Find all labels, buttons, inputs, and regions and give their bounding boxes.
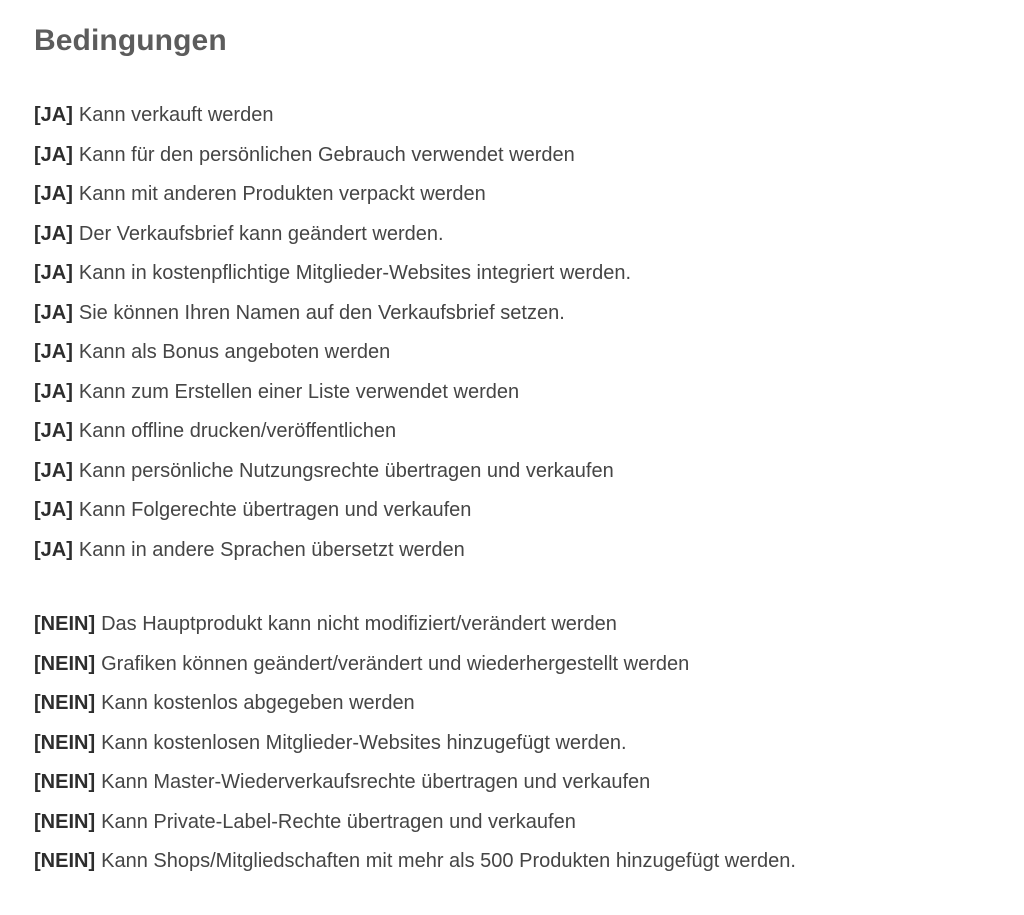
term-status-tag: [JA] [34,538,73,561]
term-status-tag: [JA] [34,222,73,245]
term-status-tag: [NEIN] [34,771,96,793]
term-label: Kann zum Erstellen einer Liste verwendet werden [78,380,520,403]
term-label: Kann Shops/Mitgliedschaften mit mehr als 500 Produkten hinzugefügt werden. [101,850,796,872]
term-label: Kann als Bonus angeboten werden [78,341,391,363]
allowed-term-row [34,491,994,531]
allowed-terms-list [34,96,994,570]
allowed-term-row [34,175,994,215]
denied-terms-list [34,605,994,882]
denied-term-row [34,684,994,724]
term-label: Das Hauptprodukt kann nicht modifiziert/verändert werden [101,613,617,635]
term-status-tag: [JA] [34,104,73,126]
denied-term-row [34,803,994,843]
term-status-tag: [JA] [34,499,73,521]
term-status-tag: [JA] [34,183,73,205]
term-status-tag: [JA] [34,380,73,403]
term-label: Kann verkauft werden [78,104,274,126]
term-label: Der Verkaufsbrief kann geändert werden. [78,222,444,245]
term-label: Kann offline drucken/veröffentlichen [78,420,397,442]
term-label: Grafiken können geändert/verändert und wiederhergestellt werden [101,652,690,675]
term-label: Kann in kostenpflichtige Mitglieder-Websites integriert werden. [78,262,632,284]
allowed-term-row [34,531,994,571]
term-status-tag: [NEIN] [34,810,96,833]
allowed-term-row [34,452,994,492]
term-status-tag: [JA] [34,262,73,284]
term-status-tag: [NEIN] [34,731,96,754]
denied-term-row [34,842,994,882]
term-label: Kann für den persönlichen Gebrauch verwendet werden [78,143,575,166]
term-status-tag: [JA] [34,420,73,442]
allowed-term-row [34,412,994,452]
allowed-term-row [34,294,994,334]
term-label: Kann Folgerechte übertragen und verkaufen [78,499,472,521]
allowed-term-row [34,215,994,255]
allowed-term-row [34,373,994,413]
term-label: Kann mit anderen Produkten verpackt werden [78,183,486,205]
allowed-term-row [34,96,994,136]
denied-term-row [34,724,994,764]
denied-term-row [34,645,994,685]
term-status-tag: [JA] [34,143,73,166]
term-label: Kann kostenlosen Mitglieder-Websites hinzugefügt werden. [101,731,627,754]
term-status-tag: [JA] [34,341,73,363]
term-status-tag: [NEIN] [34,692,96,714]
term-label: Kann persönliche Nutzungsrechte übertragen und verkaufen [78,459,614,482]
term-status-tag: [NEIN] [34,652,96,675]
term-label: Kann kostenlos abgegeben werden [101,692,415,714]
term-status-tag: [NEIN] [34,850,96,872]
term-label: Kann Private-Label-Rechte übertragen und verkaufen [101,810,576,833]
denied-term-row [34,605,994,645]
allowed-term-row [34,333,994,373]
term-status-tag: [JA] [34,301,73,324]
allowed-term-row [34,136,994,176]
denied-term-row [34,763,994,803]
term-label: Kann Master-Wiederverkaufsrechte übertragen und verkaufen [101,771,651,793]
page-title: Bedingungen [34,24,227,57]
term-status-tag: [NEIN] [34,613,96,635]
term-label: Sie können Ihren Namen auf den Verkaufsbrief setzen. [78,301,565,324]
term-label: Kann in andere Sprachen übersetzt werden [78,538,465,561]
allowed-term-row [34,254,994,294]
term-status-tag: [JA] [34,459,73,482]
